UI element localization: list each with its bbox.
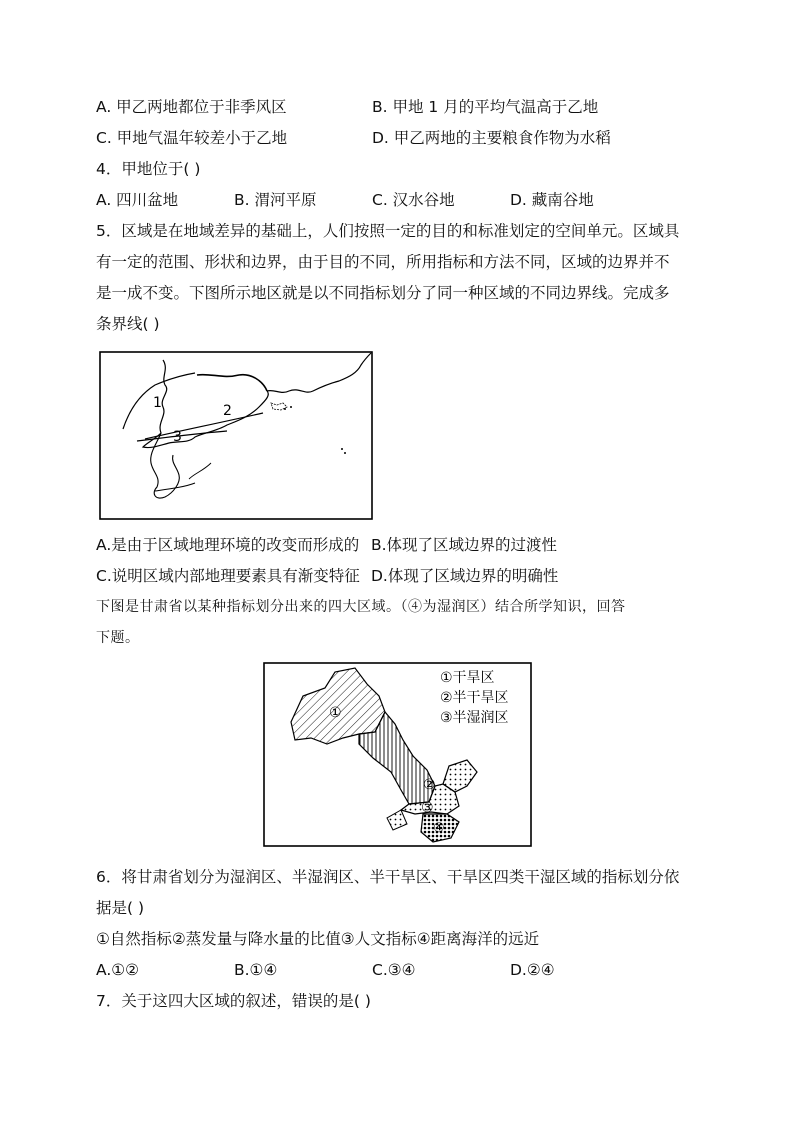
q6-option-a: A.①② — [96, 961, 140, 979]
map-label-3: 3 — [173, 429, 182, 445]
q4-option-b: B. 渭河平原 — [234, 191, 317, 209]
q6-stem-line2: 据是( ) — [96, 899, 145, 917]
boundary-map — [99, 351, 373, 520]
q5-option-c: C.说明区域内部地理要素具有渐变特征 — [96, 567, 360, 585]
legend-semi-arid: ②半干旱区 — [440, 690, 509, 706]
q3-option-d: D. 甲乙两地的主要粮食作物为水稻 — [372, 129, 611, 147]
region-label-1: ① — [329, 705, 342, 721]
region-label-4: ④ — [433, 821, 445, 836]
q4-option-c: C. 汉水谷地 — [372, 191, 455, 209]
intro-line1: 下图是甘肃省以某种指标划分出来的四大区域。（④为湿润区）结合所学知识，回答 — [96, 599, 626, 615]
q5-stem-line2: 有一定的范围、形状和边界，由于目的不同，所用指标和方法不同，区域的边界并不 — [96, 253, 670, 271]
legend-semi-humid: ③半湿润区 — [440, 710, 509, 726]
q4-option-a: A. 四川盆地 — [96, 191, 179, 209]
q6-option-c: C.③④ — [372, 961, 416, 979]
q6-option-b: B.①④ — [234, 961, 278, 979]
q6-items: ①自然指标②蒸发量与降水量的比值③人文指标④距离海洋的远近 — [96, 930, 540, 948]
q5-option-a: A.是由于区域地理环境的改变而形成的 — [96, 536, 360, 554]
gansu-climate-map — [263, 662, 532, 847]
q3-option-c: C. 甲地气温年较差小于乙地 — [96, 129, 288, 147]
region-label-2: ② — [423, 777, 436, 793]
q7-stem: 7．关于这四大区域的叙述，错误的是( ) — [96, 992, 371, 1010]
map-label-1: 1 — [153, 395, 162, 411]
q3-option-a: A. 甲乙两地都位于非季风区 — [96, 98, 287, 116]
q5-stem-line4: 条界线( ) — [96, 315, 160, 333]
map-label-2: 2 — [223, 403, 232, 419]
q5-stem-line3: 是一成不变。下图所示地区就是以不同指标划分了同一种区域的不同边界线。完成多 — [96, 284, 670, 302]
intro-line2: 下题。 — [96, 630, 140, 646]
q6-stem-line1: 6．将甘肃省划分为湿润区、半湿润区、半干旱区、干旱区四类干湿区域的指标划分依 — [96, 868, 680, 886]
q4-stem: 4．甲地位于( ) — [96, 160, 201, 178]
q3-option-b: B. 甲地 1 月的平均气温高于乙地 — [372, 98, 599, 116]
q5-option-d: D.体现了区域边界的明确性 — [371, 567, 559, 585]
region-label-3: ③ — [421, 800, 434, 816]
q4-option-d: D. 藏南谷地 — [510, 191, 594, 209]
q5-option-b: B.体现了区域边界的过渡性 — [371, 536, 558, 554]
q5-stem-line1: 5．区域是在地域差异的基础上，人们按照一定的目的和标准划定的空间单元。区域具 — [96, 222, 680, 240]
legend-arid: ①干旱区 — [440, 670, 495, 686]
q6-option-d: D.②④ — [510, 961, 555, 979]
